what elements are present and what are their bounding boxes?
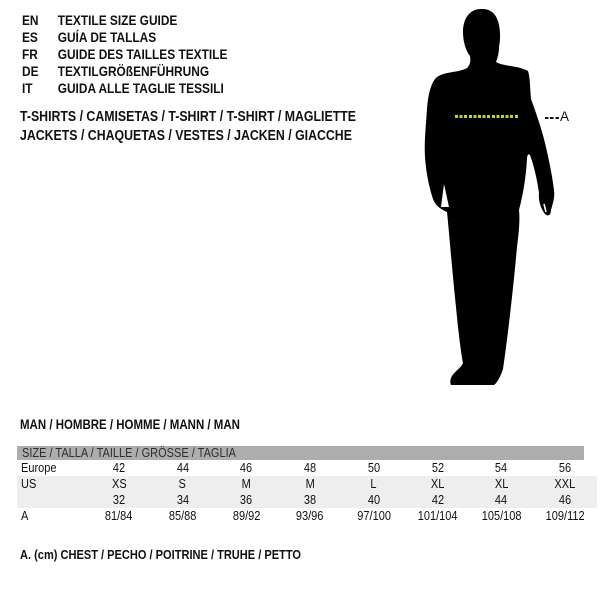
cell: 93/96 <box>296 509 324 523</box>
cell: 40 <box>367 493 380 507</box>
language-title: GUIDE DES TAILLES TEXTILE <box>57 46 228 62</box>
cell: L <box>370 477 377 491</box>
row-label: A <box>21 509 29 523</box>
cell: 52 <box>431 461 444 475</box>
language-row-it <box>22 80 227 97</box>
cell: 46 <box>559 493 572 507</box>
cell: 89/92 <box>232 509 261 523</box>
cell: 48 <box>304 461 317 475</box>
measure-label-a: A <box>560 109 570 124</box>
cell: 105/108 <box>481 509 522 523</box>
category-line-jackets: JACKETS / CHAQUETAS / VESTES / JACKEN / GIACCHE <box>20 127 352 144</box>
measure-callout-dashes <box>545 117 559 119</box>
cell: XS <box>111 477 127 491</box>
cell: 109/112 <box>545 509 585 523</box>
cell: 42 <box>431 493 444 507</box>
language-code: IT <box>22 80 33 96</box>
language-list <box>22 12 264 97</box>
cell: 46 <box>240 461 253 475</box>
cell: M <box>305 477 315 491</box>
table-row-numeric <box>17 492 597 508</box>
size-table <box>17 460 597 524</box>
cell: 50 <box>367 461 380 475</box>
category-line-tshirts: T-SHIRTS / CAMISETAS / T-SHIRT / T-SHIRT / MAGLIETTE <box>20 109 356 125</box>
cell: 44 <box>176 461 189 475</box>
row-label: US <box>21 477 37 491</box>
cell: 42 <box>112 461 125 475</box>
language-title: GUÍA DE TALLAS <box>57 29 157 45</box>
cell: 44 <box>495 493 508 507</box>
size-table-header-label: SIZE / TALLA / TAILLE / GRÖSSE / TAGLIA <box>22 446 236 460</box>
cell: 97/100 <box>357 509 391 523</box>
cell: S <box>178 477 187 491</box>
language-code: DE <box>22 63 39 79</box>
cell: 81/84 <box>105 509 133 523</box>
table-row-europe <box>17 460 597 476</box>
cell: 54 <box>495 461 508 475</box>
cell: XL <box>494 477 509 491</box>
language-title: TEXTILGRÖßENFÜHRUNG <box>57 63 210 79</box>
garment-categories <box>20 108 415 145</box>
cell: 85/88 <box>168 509 197 523</box>
cell: XL <box>430 477 445 491</box>
cell: 101/104 <box>417 509 458 523</box>
size-table-header <box>17 446 584 460</box>
man-silhouette-figure <box>420 7 565 389</box>
cell: 36 <box>240 493 253 507</box>
table-row-us <box>17 476 597 492</box>
cell: 32 <box>112 493 125 507</box>
cell: 38 <box>304 493 317 507</box>
table-row-chest-a <box>17 508 597 524</box>
language-code: FR <box>22 46 38 62</box>
measure-footnote: A. (cm) CHEST / PECHO / POITRINE / TRUHE / PETTO <box>20 547 301 562</box>
language-row-es <box>22 29 227 46</box>
language-row-de <box>22 63 227 80</box>
row-label: Europe <box>21 461 57 475</box>
cell: XXL <box>554 477 576 491</box>
language-code: ES <box>22 29 38 45</box>
language-title: TEXTILE SIZE GUIDE <box>57 12 178 28</box>
language-code: EN <box>22 12 39 28</box>
section-title-man: MAN / HOMBRE / HOMME / MANN / MAN <box>20 417 240 432</box>
cell: 56 <box>559 461 572 475</box>
cell: M <box>241 477 251 491</box>
language-row-fr <box>22 46 227 63</box>
language-row-en <box>22 12 227 29</box>
chest-measure-line <box>455 115 519 118</box>
cell: 34 <box>176 493 189 507</box>
language-title: GUIDA ALLE TAGLIE TESSILI <box>57 80 224 96</box>
